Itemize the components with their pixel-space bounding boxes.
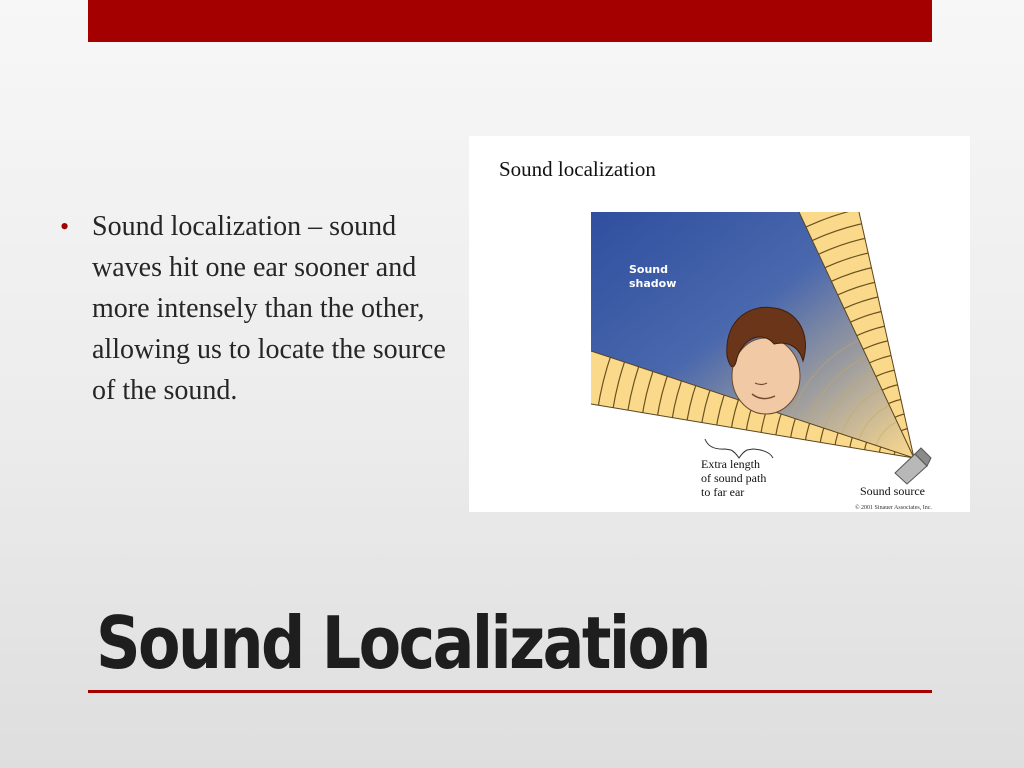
bullet-item: [58, 206, 448, 411]
title-underline: [88, 690, 932, 693]
sound-localization-figure: [469, 136, 970, 512]
sound-source-label: Sound source: [860, 484, 925, 498]
extra-length-label: Extra length of sound path to far ear: [701, 457, 767, 499]
bullet-dot: •: [60, 212, 70, 241]
bullet-text: Sound localization – sound waves hit one ear sooner and more intensely than the other, allowing us to locate the source of the sound.: [92, 211, 446, 406]
top-accent-bar: [88, 0, 932, 42]
slide-title: Sound Localization: [96, 601, 709, 685]
copyright-notice: © 2001 Sinauer Associates, Inc.: [855, 505, 932, 511]
figure-heading: Sound localization: [499, 157, 656, 181]
extra-length-brace: [705, 439, 773, 458]
head-illustration: [727, 307, 806, 414]
sound-shadow-label: Sound shadow: [629, 263, 677, 290]
bullet-list: [58, 206, 448, 411]
